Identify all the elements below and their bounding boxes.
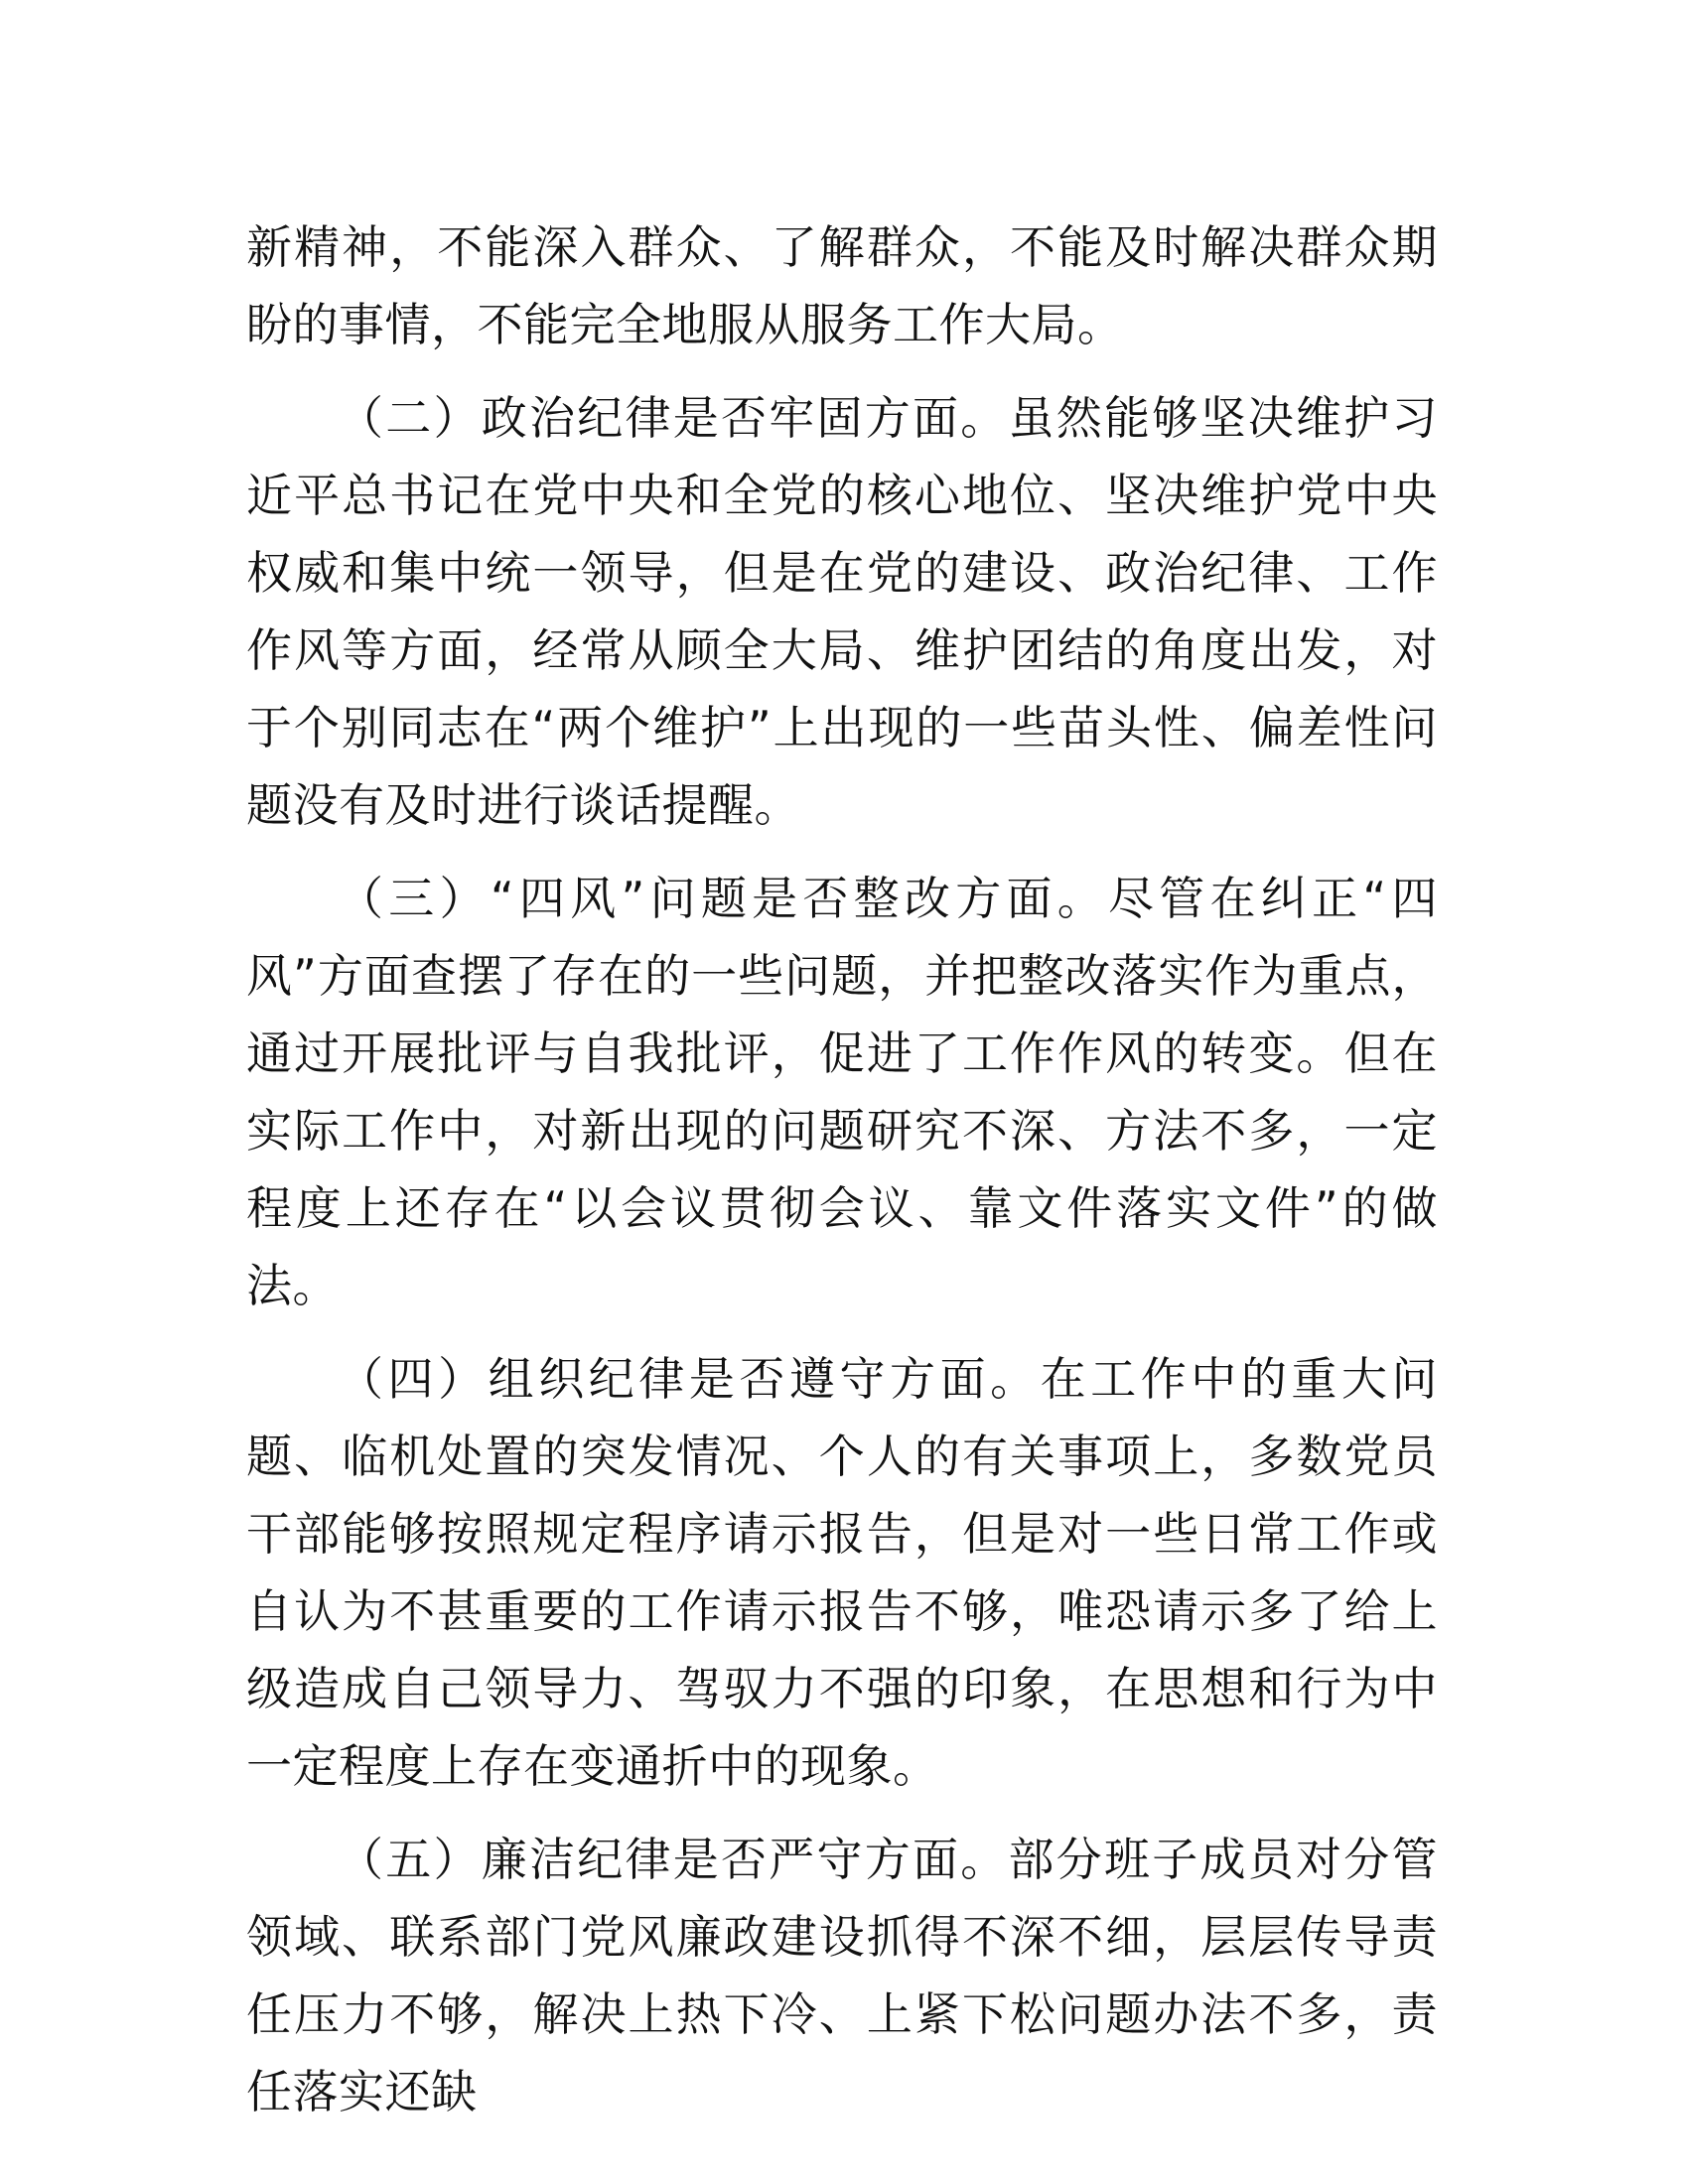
- paragraph-integrity-discipline: （五）廉洁纪律是否严守方面。部分班子成员对分管领域、联系部门党风廉政建设抓得不深不细，层层传导责任压力不够，解决上热下冷、上紧下松问题办法不多，责任落实还缺: [246, 1833, 1438, 2118]
- paragraph-political-discipline: （二）政治纪律是否牢固方面。虽然能够坚决维护习近平总书记在党中央和全党的核心地位、坚决维护党中央权威和集中统一领导，但是在党的建设、政治纪律、工作作风等方面，经常从顾全大局、维护团结的角度出发，对于个别同志在“两个维护”上出现的一些苗头性、偏差性问题没有及时进行谈话提醒。: [246, 391, 1438, 832]
- paragraph-continuation: 新精神，不能深入群众、了解群众，不能及时解决群众期盼的事情，不能完全地服从服务工作大局。: [246, 220, 1438, 351]
- paragraph-organizational-discipline: （四）组织纪律是否遵守方面。在工作中的重大问题、临机处置的突发情况、个人的有关事项上，多数党员干部能够按照规定程序请示报告，但是对一些日常工作或自认为不甚重要的工作请示报告不够，唯恐请示多了给上级造成自己领导力、驾驭力不强的印象，在思想和行为中一定程度上存在变通折中的现象。: [246, 1352, 1438, 1793]
- paragraph-four-styles: （三）“四风”问题是否整改方面。尽管在纠正“四风”方面查摆了存在的一些问题，并把整改落实作为重点，通过开展批评与自我批评，促进了工作作风的转变。但在实际工作中，对新出现的问题研究不深、方法不多，一定程度上还存在“以会议贯彻会议、靠文件落实文件”的做法。: [246, 872, 1438, 1312]
- document-page: [246, 208, 1438, 2130]
